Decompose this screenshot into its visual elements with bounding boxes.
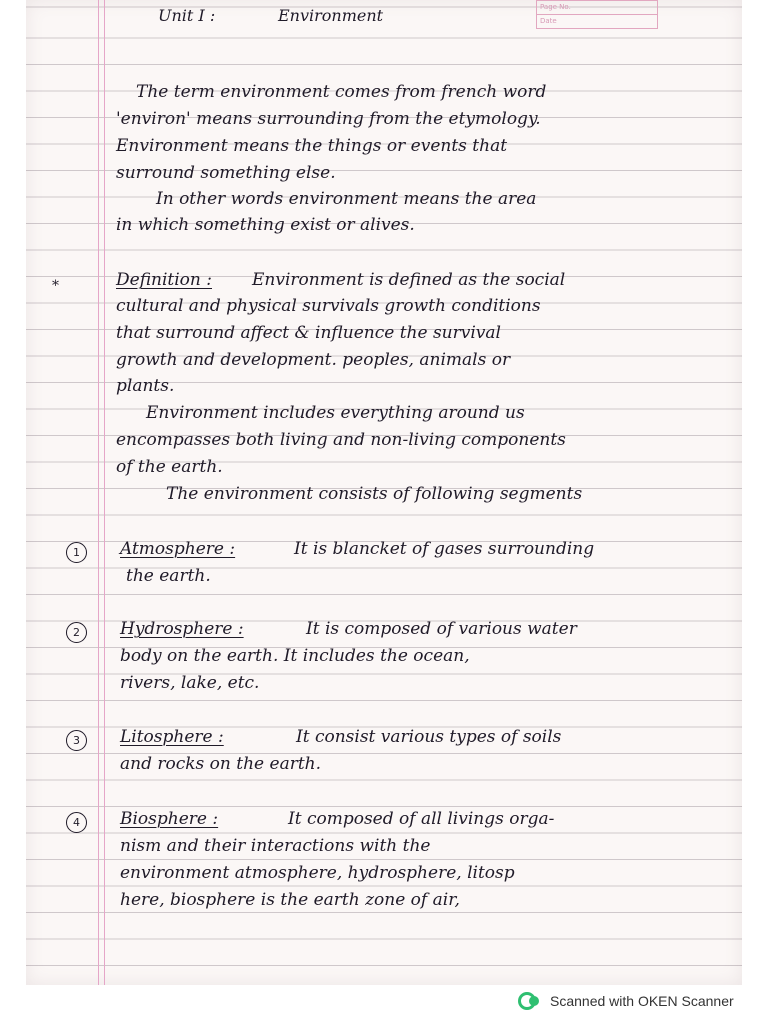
definition-line: Environment is defined as the social bbox=[252, 270, 566, 290]
segment-number-2: 2 bbox=[66, 622, 87, 643]
definition-line: growth and development. peoples, animals or bbox=[116, 350, 511, 370]
definition-line: The environment consists of following segments bbox=[166, 484, 583, 504]
segment-line: It composed of all livings orga- bbox=[288, 809, 555, 829]
inner-margin-line bbox=[104, 0, 105, 985]
page-date-stamp bbox=[536, 0, 658, 29]
intro-line: surround something else. bbox=[116, 163, 336, 183]
scanner-logo-icon bbox=[518, 992, 540, 1010]
segment-line: It consist various types of soils bbox=[296, 727, 562, 747]
segment-line: here, biosphere is the earth zone of air, bbox=[120, 890, 460, 910]
segment-line: It is blancket of gases surrounding bbox=[294, 539, 595, 559]
segment-number-1: 1 bbox=[66, 542, 87, 563]
segment-line: body on the earth. It includes the ocean, bbox=[120, 646, 470, 666]
page-title: Environment bbox=[278, 6, 384, 25]
scanner-watermark bbox=[518, 990, 734, 1012]
segment-number-3: 3 bbox=[66, 730, 87, 751]
page-no-label: Page No. bbox=[537, 1, 657, 15]
segment-line: environment atmosphere, hydrosphere, litosp bbox=[120, 863, 515, 883]
left-margin-line bbox=[98, 0, 99, 985]
segment-number-4: 4 bbox=[66, 812, 87, 833]
segment-line: the earth. bbox=[126, 566, 211, 586]
intro-line: The term environment comes from french word bbox=[136, 82, 547, 102]
intro-line: In other words environment means the area bbox=[156, 189, 537, 209]
intro-line: in which something exist or alives. bbox=[116, 215, 415, 235]
segment-term: Biosphere : bbox=[120, 809, 219, 829]
definition-line: Environment includes everything around us bbox=[146, 403, 525, 423]
definition-line: that surround affect & influence the survival bbox=[116, 323, 501, 343]
segment-term: Litosphere : bbox=[120, 727, 224, 747]
scanner-watermark-text: Scanned with OKEN Scanner bbox=[550, 993, 734, 1009]
segment-line: It is composed of various water bbox=[306, 619, 577, 639]
notebook-page bbox=[26, 0, 742, 985]
bullet-mark: * bbox=[52, 278, 59, 294]
segment-line: and rocks on the earth. bbox=[120, 754, 322, 774]
unit-label: Unit I : bbox=[158, 6, 216, 25]
definition-line: encompasses both living and non-living components bbox=[116, 430, 566, 450]
definition-line: plants. bbox=[116, 376, 175, 396]
intro-line: Environment means the things or events that bbox=[116, 136, 508, 156]
date-label: Date bbox=[540, 17, 557, 25]
segment-term: Hydrosphere : bbox=[120, 619, 244, 639]
definition-heading: Definition : bbox=[116, 270, 212, 290]
segment-line: nism and their interactions with the bbox=[120, 836, 431, 856]
definition-line: cultural and physical survivals growth conditions bbox=[116, 296, 541, 316]
intro-line: 'environ' means surrounding from the etymology. bbox=[116, 109, 541, 129]
definition-line: of the earth. bbox=[116, 457, 223, 477]
segment-line: rivers, lake, etc. bbox=[120, 673, 260, 693]
segment-term: Atmosphere : bbox=[120, 539, 236, 559]
